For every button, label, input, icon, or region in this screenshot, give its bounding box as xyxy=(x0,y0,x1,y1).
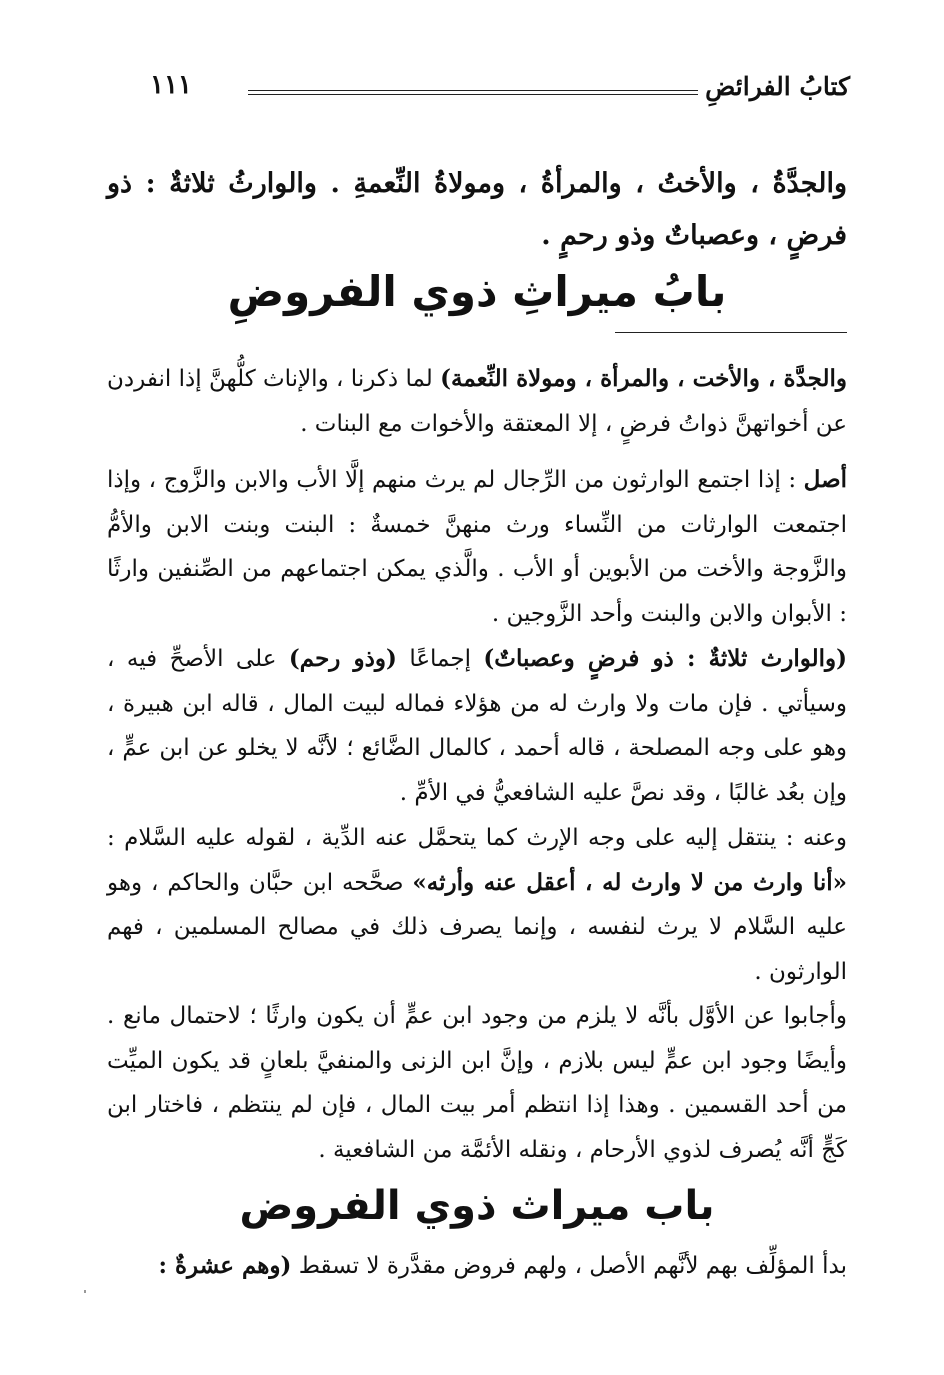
section-separator xyxy=(615,332,847,333)
commentary-paragraph-4 xyxy=(107,816,847,994)
matn-text: والجدَّةُ ، والأختُ ، والمرأةُ ، ومولاةُ النِّعمةِ . والوارثُ ثلاثةٌ : ذو فرضٍ ، وعصباتٌ وذو رحمٍ . xyxy=(107,168,847,251)
commentary-chapter-heading: باب ميراث ذوي الفروض xyxy=(239,1183,715,1229)
quoted-matn: (وذو رحم) xyxy=(288,645,397,672)
page-header xyxy=(150,72,850,112)
commentary-paragraph-1 xyxy=(107,357,847,446)
commentary-paragraph-2 xyxy=(107,458,847,636)
commentary-paragraph-5 xyxy=(107,994,847,1172)
commentary-text: وعنه : ينتقل إليه على وجه الإرث كما يتحمَّل عنه الدِّية ، لقوله عليه السَّلام : xyxy=(107,825,847,851)
commentary-text: إجماعًا xyxy=(396,646,484,672)
quoted-matn: (والوارث ثلاثةٌ : ذو فرضٍ وعصباتٌ) xyxy=(483,645,847,672)
page-number: ١١١ xyxy=(150,70,192,100)
print-speck xyxy=(84,1290,86,1293)
commentary-text: بدأ المؤلِّف بهم لأنَّهم الأصل ، ولهم فروض مقدَّرة لا تسقط xyxy=(291,1253,847,1279)
commentary-text: صحَّحه ابن حبَّان والحاكم ، وهو عليه السَّلام لا يرث لنفسه ، وإنما يصرف ذلك في مصالح المسلمين ، فهم الوارثون . xyxy=(107,869,847,985)
quoted-matn: (وهم عشرةٌ : xyxy=(158,1252,292,1279)
commentary-text: لما ذكرنا ، والإناث كلُّهنَّ إذا انفردن عن أخواتهنَّ ذواتُ فرضٍ ، إلا المعتقة والأخوات مع البنات . xyxy=(107,366,847,437)
chapter-heading: بابُ ميراثِ ذوي الفروضِ xyxy=(227,267,727,316)
commentary-text: وأجابوا عن الأوَّل بأنَّه لا يلزم من وجود ابن عمٍّ أن يكون وارثًا ؛ لاحتمال مانع . وأيضًا وجود ابن عمٍّ ليس بلازم ، وإنَّ ابن الزنى والمنفيَّ بلعانٍ قد يكون الميِّت من أحد القسمين . وهذا إذا انتظم أمر بيت المال ، فإن لم ينتظم ، فاختار ابن كَجٍّ أنَّه يُصرف لذوي الأرحام ، ونقله الأئمَّة من الشافعية . xyxy=(107,1003,847,1163)
commentary-paragraph-6 xyxy=(107,1244,847,1289)
hadith-quote: «أنا وارث من لا وارث له ، أعقل عنه وأرثه» xyxy=(412,868,847,896)
asl-label: أصل xyxy=(803,466,847,493)
running-title: كتابُ الفرائضِ xyxy=(705,72,850,101)
commentary-text: : إذا اجتمع الوارثون من الرِّجال لم يرث منهم إلَّا الأب والابن والزَّوج ، وإذا اجتمعت الوارثات من النِّساء ورث منهنَّ خمسةٌ : البنت وبنت الابن والأمُّ والزَّوجة والأخت من الأبوين أو الأب . والَّذي يمكن اجتماعهم من الصِّنفين وارثًا : الأبوان والابن والبنت وأحد الزَّوجين . xyxy=(107,467,847,627)
quoted-matn: والجدَّة ، والأخت ، والمرأة ، ومولاة النِّعمة) xyxy=(440,365,847,392)
header-rule xyxy=(248,90,698,95)
commentary-text: على الأصحِّ فيه ، وسيأتي . فإن مات ولا وارث له من هؤلاء فماله لبيت المال ، قاله ابن هبيرة ، وهو على وجه المصلحة ، قاله أحمد ، كالمال الضَّائع ؛ لأنَّه لا يخلو عن ابن عمٍّ ، وإن بعُد غالبًا ، وقد نصَّ عليه الشافعيُّ في الأمِّ . xyxy=(107,646,847,806)
commentary-paragraph-3 xyxy=(107,637,847,815)
